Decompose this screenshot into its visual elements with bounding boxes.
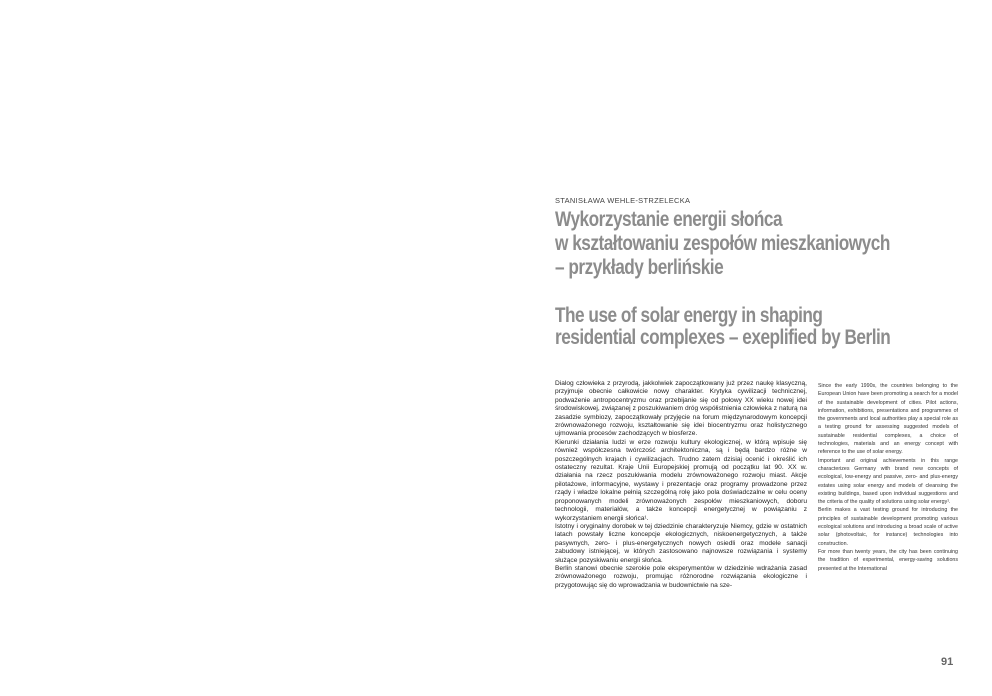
article-title-english — [555, 305, 899, 349]
paragraph: Since the early 1990s, the countries belonging to the European Union have been promoting a search for a model of the sustainable development of cities. Pilot actions, information, exhibitions, presentations and programmes of the governments and local authorities play a special role as a testing ground for assessing suggested models of sustainable residential complexes, a choice of technologies, materials and an energy concept with reference to the use of solar energy. — [818, 383, 958, 456]
paragraph: For more than twenty years, the city has been continuing the tradition of experimental, energy-saving solutions presented at the International — [818, 548, 958, 572]
title-line: Wykorzystanie energii słońca — [555, 208, 783, 231]
article-title-polish — [555, 208, 899, 280]
page-number: 91 — [941, 656, 954, 668]
paragraph: Kierunki działania ludzi w erze rozwoju kultury ekologicznej, w którą wpisuje się również współczesna twórczość architektoniczna, są i będą bardzo różne w poszczególnych krajach i cywilizacjach. Trudno zatem dzisiaj ocenić i określić ich ostateczny rezultat. Kraje Unii Europejskiej promują od początku lat 90. XX w. działania na rzecz poszukiwania modelu zrównoważonego rozwoju miast. Akcje pilotażowe, informacyjne, wystawy i prezentacje oraz programy prowadzone przez rządy i władze lokalne pełnią szczególną rolę jako pola doświadczalne w celu oceny proponowanych modeli zrównoważonych zespołów mieszkaniowych, doboru technologii, materiałów, a także koncepcji energetycznej w powiązaniu z wykorzystaniem energii słońca¹. — [555, 438, 807, 522]
paragraph: Important and original achievements in this range characterizes Germany with brand new concepts of ecological, low-energy and passive, zero- and plus-energy estates using solar energy and models of cleansing the existing buildings, based upon individual suggestions and the criteria of the quality of solutions using solar energy¹. — [818, 457, 958, 506]
paragraph: Berlin makes a vast testing ground for introducing the principles of sustainable development promoting various ecological solutions and introducing a broad scale of active solar (photovoltaic, for instance) technologies into construction. — [818, 507, 958, 547]
paragraph: Dialog człowieka z przyrodą, jakkolwiek zapoczątkowany już przez naukę klasyczną, przyjmuje obecnie całkowicie nowy charakter. Krytyka cywilizacji technicznej, podważenie antropocentryzmu oraz przebijanie się od połowy XX wieku nowej idei środowiskowej, związanej z poszukiwaniem dróg współistnienia człowieka z naturą na zasadzie symbiozy, zapoczątkowały przyjęcie na forum międzynarodowym koncepcji zrównoważonego rozwoju, kształtowanie się idei biocentryzmu oraz holistycznego ujmowania procesów zachodzących w biosferze. — [555, 380, 807, 438]
title-line: w kształtowaniu zespołów mieszkaniowych — [555, 232, 890, 255]
paragraph: Istotny i oryginalny dorobek w tej dziedzinie charakteryzuje Niemcy, gdzie w ostatnich latach powstały liczne koncepcje ekologicznych, niskoenergetycznych, a także pasywnych, zero- i plus-energetycznych nowych osiedli oraz modele sanacji zabudowy istniejącej, w których zastosowano najnowsze rozwiązania i systemy służące pozyskiwaniu energii słońca. — [555, 522, 807, 564]
title-line: The use of solar energy in shaping — [555, 304, 823, 327]
title-line: – przykłady berlińskie — [555, 256, 724, 279]
body-column-english — [818, 382, 958, 573]
author-name: STANISŁAWA WEHLE-STRZELECKA — [555, 196, 691, 205]
paragraph: Berlin stanowi obecnie szerokie pole eksperymentów w dziedzinie wdrażania zasad zrównoważonego rozwoju, promując różnorodne rozwiązania ekologiczne i przygotowując się do wprowadzania w budownictwie na sze- — [555, 564, 807, 589]
body-column-polish — [555, 380, 807, 590]
title-line: residential complexes – exeplified by Berlin — [555, 326, 891, 349]
